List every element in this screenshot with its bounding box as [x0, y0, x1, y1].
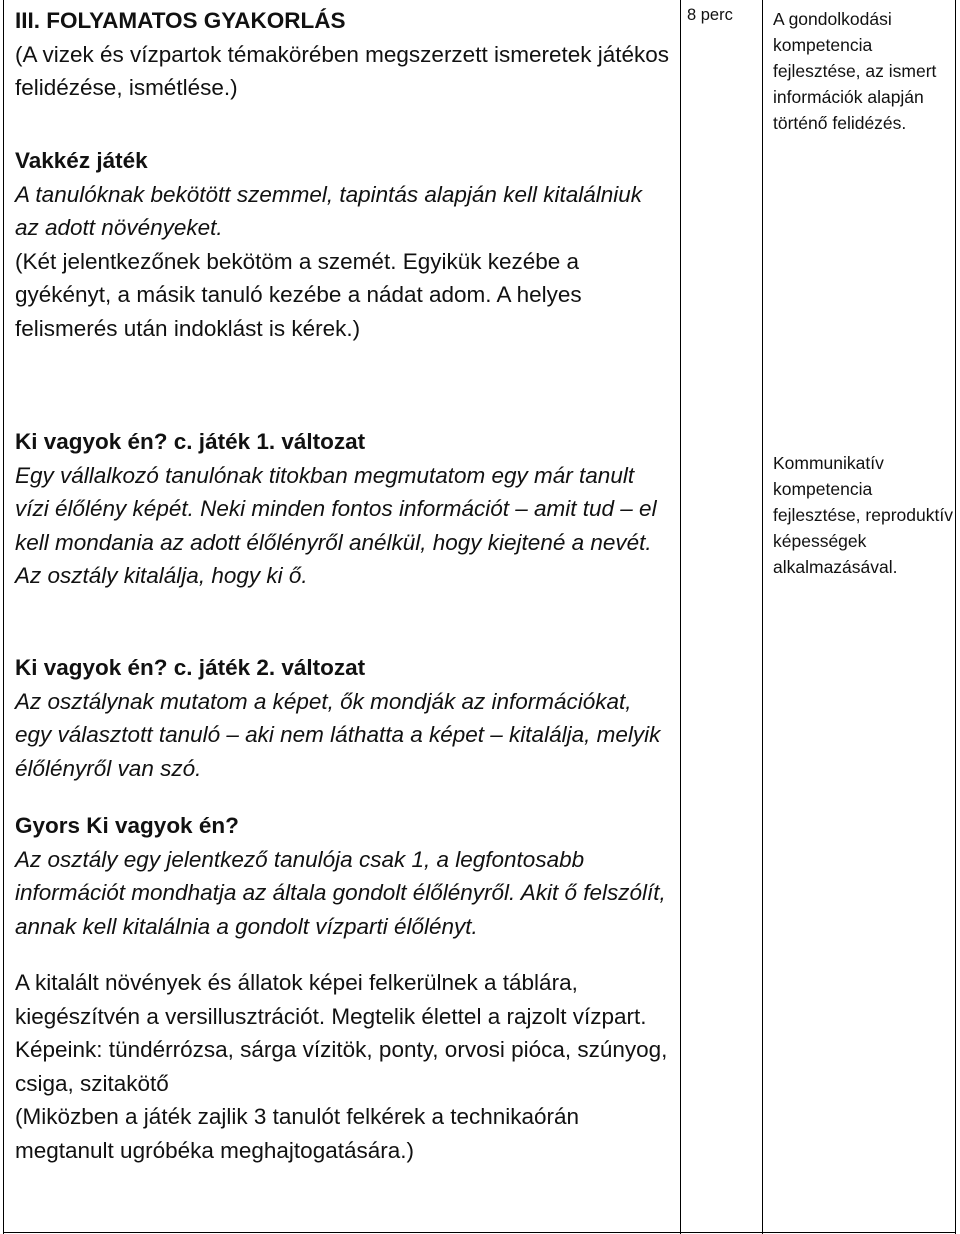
- who-am-i-2-block: [15, 651, 670, 785]
- who-am-i-1-closing: Az osztály kitalálja, hogy ki ő.: [15, 563, 308, 588]
- table-border-divider-1: [680, 0, 681, 1234]
- closing-line-1: A kitalált növények és állatok képei felkerülnek a táblára, kiegészítvén a versillusztrációt. Megtelik élettel a rajzolt vízpart.: [15, 970, 647, 1029]
- section-subheading: (A vizek és vízpartok témakörében megszerzett ismeretek játékos felidézése, ismétlése.): [15, 41, 670, 100]
- table-border-divider-2: [762, 0, 763, 1234]
- quick-who-am-i-title: Gyors Ki vagyok én?: [15, 813, 239, 838]
- table-border-bottom: [3, 1232, 956, 1233]
- closing-line-3: (Miközben a játék zajlik 3 tanulót felkérek a technikaórán megtanult ugróbéka meghajtogatására.): [15, 1104, 580, 1163]
- who-am-i-2-title: Ki vagyok én? c. játék 2. változat: [15, 655, 366, 680]
- table-border-right: [955, 0, 956, 1234]
- who-am-i-2-text: Az osztálynak mutatom a képet, ők mondják az információkat, egy választott tanuló – aki nem láthatta a képet – kitalálja, melyik élőlényről van szó.: [15, 688, 661, 781]
- who-am-i-1-text: Egy vállalkozó tanulónak titokban megmutatom egy már tanult vízi élőlény képét. Neki minden fontos információt – amit tud – el kell mondania az adott élőlényről anélkül, hogy kiejtené a nevét.: [15, 462, 657, 555]
- blind-game-description: A tanulóknak bekötött szemmel, tapintás alapján kell kitalálniuk az adott növényeket.: [15, 181, 643, 240]
- closing-block: [15, 966, 670, 1167]
- section-heading: III. FOLYAMATOS GYAKORLÁS: [15, 8, 346, 33]
- closing-line-2: Képeink: tündérrózsa, sárga vízitök, ponty, orvosi pióca, szúnyog, csiga, szitakötő: [15, 1037, 668, 1096]
- blind-game-note: (Két jelentkezőnek bekötöm a szemét. Egyikük kezébe a gyékényt, a másik tanuló kezébe a nádat adom. A helyes felismerés után indoklást is kérek.): [15, 248, 582, 341]
- who-am-i-1-title: Ki vagyok én? c. játék 1. változat: [15, 429, 366, 454]
- quick-who-am-i-text: Az osztály egy jelentkező tanulója csak 1, a legfontosabb információt mondhatja az általa gondolt élőlényről. Akit ő felszólít, annak kell kitalálnia a gondolt vízparti élőlényt.: [15, 846, 666, 939]
- who-am-i-1-block: [15, 425, 670, 593]
- table-border-left: [3, 0, 4, 1234]
- time-allocation: 8 perc: [687, 6, 733, 24]
- competence-note-2: Kommunikatív kompetencia fejlesztése, reproduktív képességek alkalmazásával.: [773, 453, 953, 577]
- section-intro: [15, 4, 670, 105]
- blind-game-title: Vakkéz játék: [15, 148, 148, 173]
- quick-who-am-i-block: [15, 809, 670, 943]
- competence-note-1: A gondolkodási kompetencia fejlesztése, az ismert információk alapján történő felidézés.: [773, 9, 937, 133]
- blind-game-block: [15, 144, 670, 345]
